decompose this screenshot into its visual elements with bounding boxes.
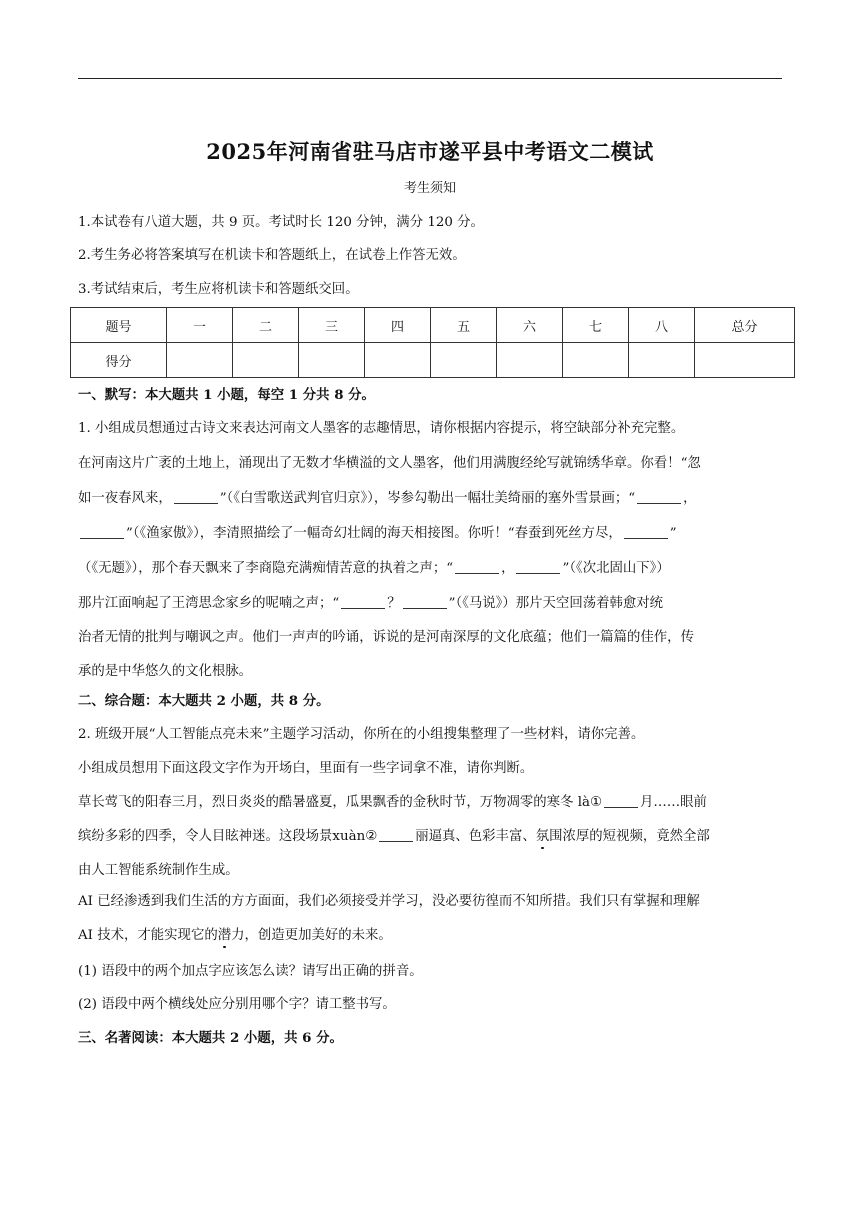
header-cell: 七 [563,308,629,343]
sub-question: (1) 语段中的两个加点字应该怎么读？请写出正确的拼音。 [78,964,423,979]
text-span: （《无题》），那个春天飘来了李商隐充满痴情苦意的执着之声；“ [78,561,454,576]
text-span: ”（《渔家傲》），李清照描绘了一幅奇幻壮阔的海天相接图。你听！“春蚕到死丝方尽， [126,526,622,541]
score-cell[interactable] [233,343,299,378]
score-table-header-row [71,308,795,343]
passage-line: AI 已经渗透到我们生活的方方面面，我们必须接受并学习，没必要彷徨而不知所措。我们只有掌握和理解 [78,894,700,909]
passage-line [78,525,790,543]
text-span: ”（《次北固山下》） [562,561,670,576]
text-span: 围浓厚的短视频，竟然全部 [549,829,710,844]
passage-line [78,595,790,613]
text-span: AI 技术，才能实现它的 [78,928,218,943]
pinyin-hint: xuàn② [332,829,378,844]
exam-title: 2025年河南省驻马店市遂平县中考语文二模试 [206,139,654,164]
notice-item: 3.考试结束后，考生应将机读卡和答题纸交回。 [78,282,359,297]
fill-blank[interactable] [604,794,638,808]
notice-heading: 考生须知 [403,181,456,196]
text-span: ， [501,561,515,576]
notice-item: 1.本试卷有八道大题，共 9 页。考试时长 120 分钟，满分 120 分。 [78,215,484,230]
dotted-char: 潜 [217,928,232,943]
passage-line [78,794,790,812]
text-span: ， [683,491,697,506]
passage-line [78,927,790,945]
fill-blank[interactable] [341,595,385,609]
score-table-score-row [71,343,795,378]
passage-line [78,455,790,473]
text-span: 月……眼前 [640,795,707,810]
pinyin-hint: là① [577,795,602,810]
fill-blank[interactable] [403,595,447,609]
text-span: 如一夜春风来， [78,491,172,506]
header-cell: 一 [167,308,233,343]
score-cell[interactable] [695,343,795,378]
score-table [70,307,795,378]
fill-blank[interactable] [174,490,218,504]
section-heading: 二、综合题：本大题共 2 小题，共 8 分。 [78,693,330,709]
fill-blank[interactable] [80,525,124,539]
header-cell: 三 [299,308,365,343]
dotted-char: 氛 [535,829,550,844]
fill-blank[interactable] [637,490,681,504]
header-cell: 五 [431,308,497,343]
text-span: 缤纷多彩的四季，令人目眩神迷。这段场景 [78,829,333,844]
passage-line: 由人工智能系统制作生成。 [78,863,239,878]
text-span: 在河南这片广袤的土地上，涌现出了无数才华横溢的文人墨客，他们用满腹经纶写就锦绣华章。你看！“忽 [78,456,701,471]
passage-line: 治者无情的批判与嘲讽之声。他们一声声的吟诵，诉说的是河南深厚的文化底蕴；他们一篇篇的佳作，传 [78,630,694,645]
text-span: 丽逼真、色彩丰富、 [415,829,536,844]
score-cell[interactable] [299,343,365,378]
fill-blank[interactable] [455,560,499,574]
passage-line [78,490,790,508]
header-cell: 二 [233,308,299,343]
header-cell: 题号 [71,308,167,343]
text-span: ”（《马说》）那片天空回荡着韩愈对统 [448,596,664,611]
fill-blank[interactable] [516,560,560,574]
text-span: 力，创造更加美好的未来。 [231,928,392,943]
question-stem: 1. 小组成员想通过古诗文来表达河南文人墨客的志趣情思，请你根据内容提示，将空缺部分补充完整。 [78,421,685,436]
row-label-cell: 得分 [71,343,167,378]
header-cell: 四 [365,308,431,343]
text-span: 草长莺飞的阳春三月，烈日炎炎的酷暑盛夏，瓜果飘香的金秋时节，万物凋零的寒冬 [78,795,574,810]
score-cell[interactable] [431,343,497,378]
score-cell[interactable] [629,343,695,378]
score-cell[interactable] [167,343,233,378]
passage-line [78,828,790,846]
header-cell: 八 [629,308,695,343]
header-cell: 六 [497,308,563,343]
text-span: 那片江面响起了王湾思念家乡的呢喃之声；“ [78,596,340,611]
passage-line [78,560,790,578]
passage-line: 承的是中华悠久的文化根脉。 [78,664,253,679]
question-stem: 2. 班级开展“人工智能点亮未来”主题学习活动，你所在的小组搜集整理了一些材料，请你完善。 [78,727,645,742]
score-cell[interactable] [563,343,629,378]
text-span: ”（《白雪歌送武判官归京》），岑参勾勒出一幅壮美绮丽的塞外雪景画；“ [219,491,636,506]
fill-blank[interactable] [379,828,413,842]
score-cell[interactable] [365,343,431,378]
text-span: ？ [387,596,401,611]
top-rule [78,78,782,79]
notice-item: 2.考生务必将答案填写在机读卡和答题纸上，在试卷上作答无效。 [78,248,466,263]
fill-blank[interactable] [624,525,668,539]
instruction-text: 小组成员想用下面这段文字作为开场白，里面有一些字词拿不准，请你判断。 [78,761,534,776]
header-cell: 总分 [695,308,795,343]
score-cell[interactable] [497,343,563,378]
section-heading: 三、名著阅读：本大题共 2 小题，共 6 分。 [78,1030,343,1046]
section-heading: 一、默写：本大题共 1 小题，每空 1 分共 8 分。 [78,387,375,403]
sub-question: (2) 语段中两个横线处应分别用哪个字？请工整书写。 [78,997,396,1012]
text-span: ” [669,526,677,541]
